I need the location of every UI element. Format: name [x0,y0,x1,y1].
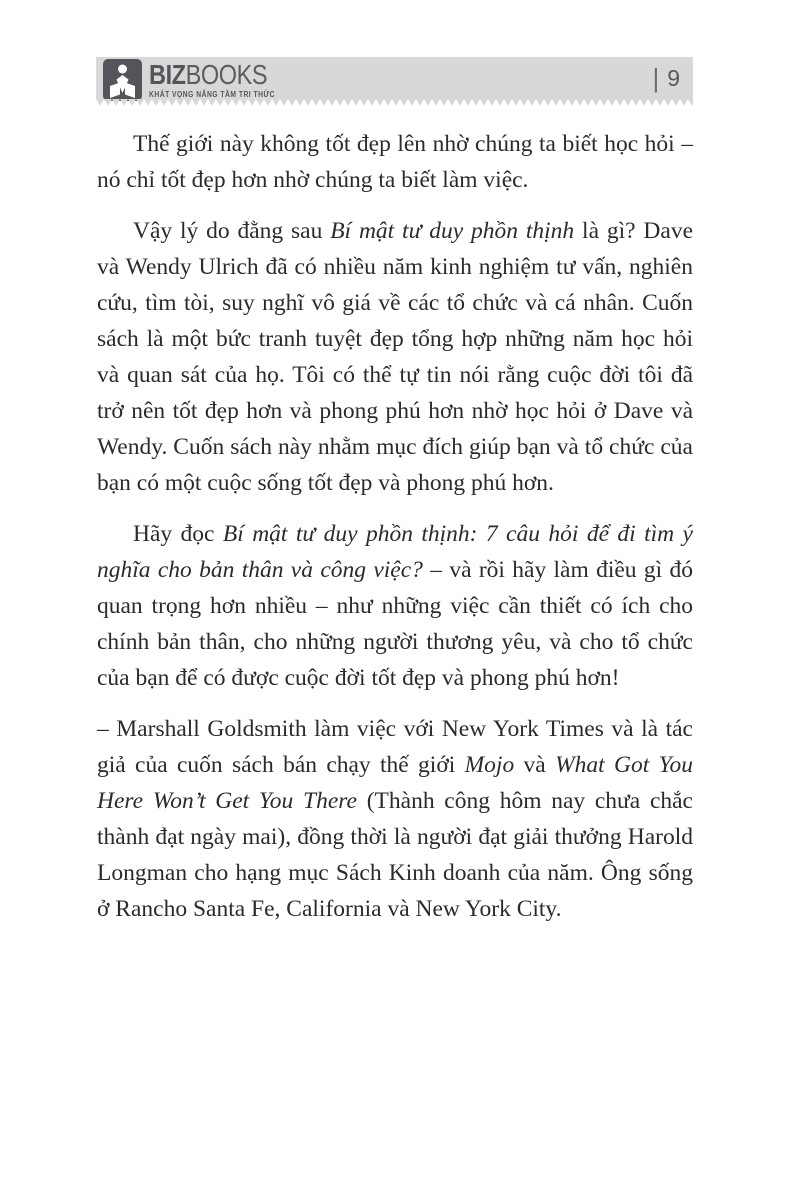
text-run: – và rồi hãy làm điều gì đó quan trọng hơn nhiều – như những việc cần thiết có ích cho chính bản thân, cho những người thương yêu, và cho tổ chức của bạn để có được cuộc đời tốt đẹp và phong phú hơn! [97,557,693,691]
italic-text-run: Mojo [464,752,515,778]
text-run: là gì? Dave và Wendy Ulrich đã có nhiều năm kinh nghiệm tư vấn, nghiên cứu, tìm tòi, suy nghĩ vô giá về các tổ chức và cá nhân. Cuốn sách là một bức tranh tuyệt đẹp tổng hợp những năm học hỏi và quan sát của họ. Tôi có thể tự tin nói rằng cuộc đời tôi đã trở nên tốt đẹp hơn và phong phú hơn nhờ học hỏi ở Dave và Wendy. Cuốn sách này nhằm mục đích giúp bạn và tổ chức của bạn có một cuộc sống tốt đẹp và phong phú hơn. [97,218,693,496]
italic-text-run: What Got You Here Won’t Get You There [97,752,693,814]
italic-text-run: Bí mật tư duy phồn thịnh [330,218,575,244]
paragraph [97,516,693,696]
page-number-value: 9 [667,64,680,91]
paragraph [97,213,693,501]
logo-text [149,59,275,99]
stamp-perforation-edge [96,99,693,106]
header-bar [96,57,693,99]
brand-biz: BIZ [149,59,186,90]
bizbooks-logo [103,59,299,101]
paragraph [97,711,693,927]
bizbooks-reader-icon [103,59,142,101]
page-text [97,126,693,942]
text-run: (Thành công hôm nay chưa chắc thành đạt ngày mai), đồng thời là người đạt giải thưởng Harold Longman cho hạng mục Sách Kinh doanh của năm. Ông sống ở Rancho Santa Fe, California và New York City. [97,788,693,922]
text-run: Hãy đọc [133,521,223,547]
page-number [652,57,680,99]
text-run: – Marshall Goldsmith làm việc với New York Times và là tác giả của cuốn sách bán chạy thế giới [97,716,693,778]
brand-tagline: KHÁT VỌNG NÂNG TẦM TRI THỨC [149,90,275,99]
text-run: và [514,752,556,778]
brand-books: BOOKS [185,59,268,90]
paragraph [97,126,693,198]
text-run: Thế giới này không tốt đẹp lên nhờ chúng ta biết học hỏi – nó chỉ tốt đẹp hơn nhờ chúng ta biết làm việc. [97,131,693,193]
italic-text-run: Bí mật tư duy phồn thịnh: 7 câu hỏi để đi tìm ý nghĩa cho bản thân và công việc? [97,521,693,583]
page-number-separator: | [652,63,660,93]
brand-name [149,61,275,89]
text-run: Vậy lý do đằng sau [133,218,331,244]
